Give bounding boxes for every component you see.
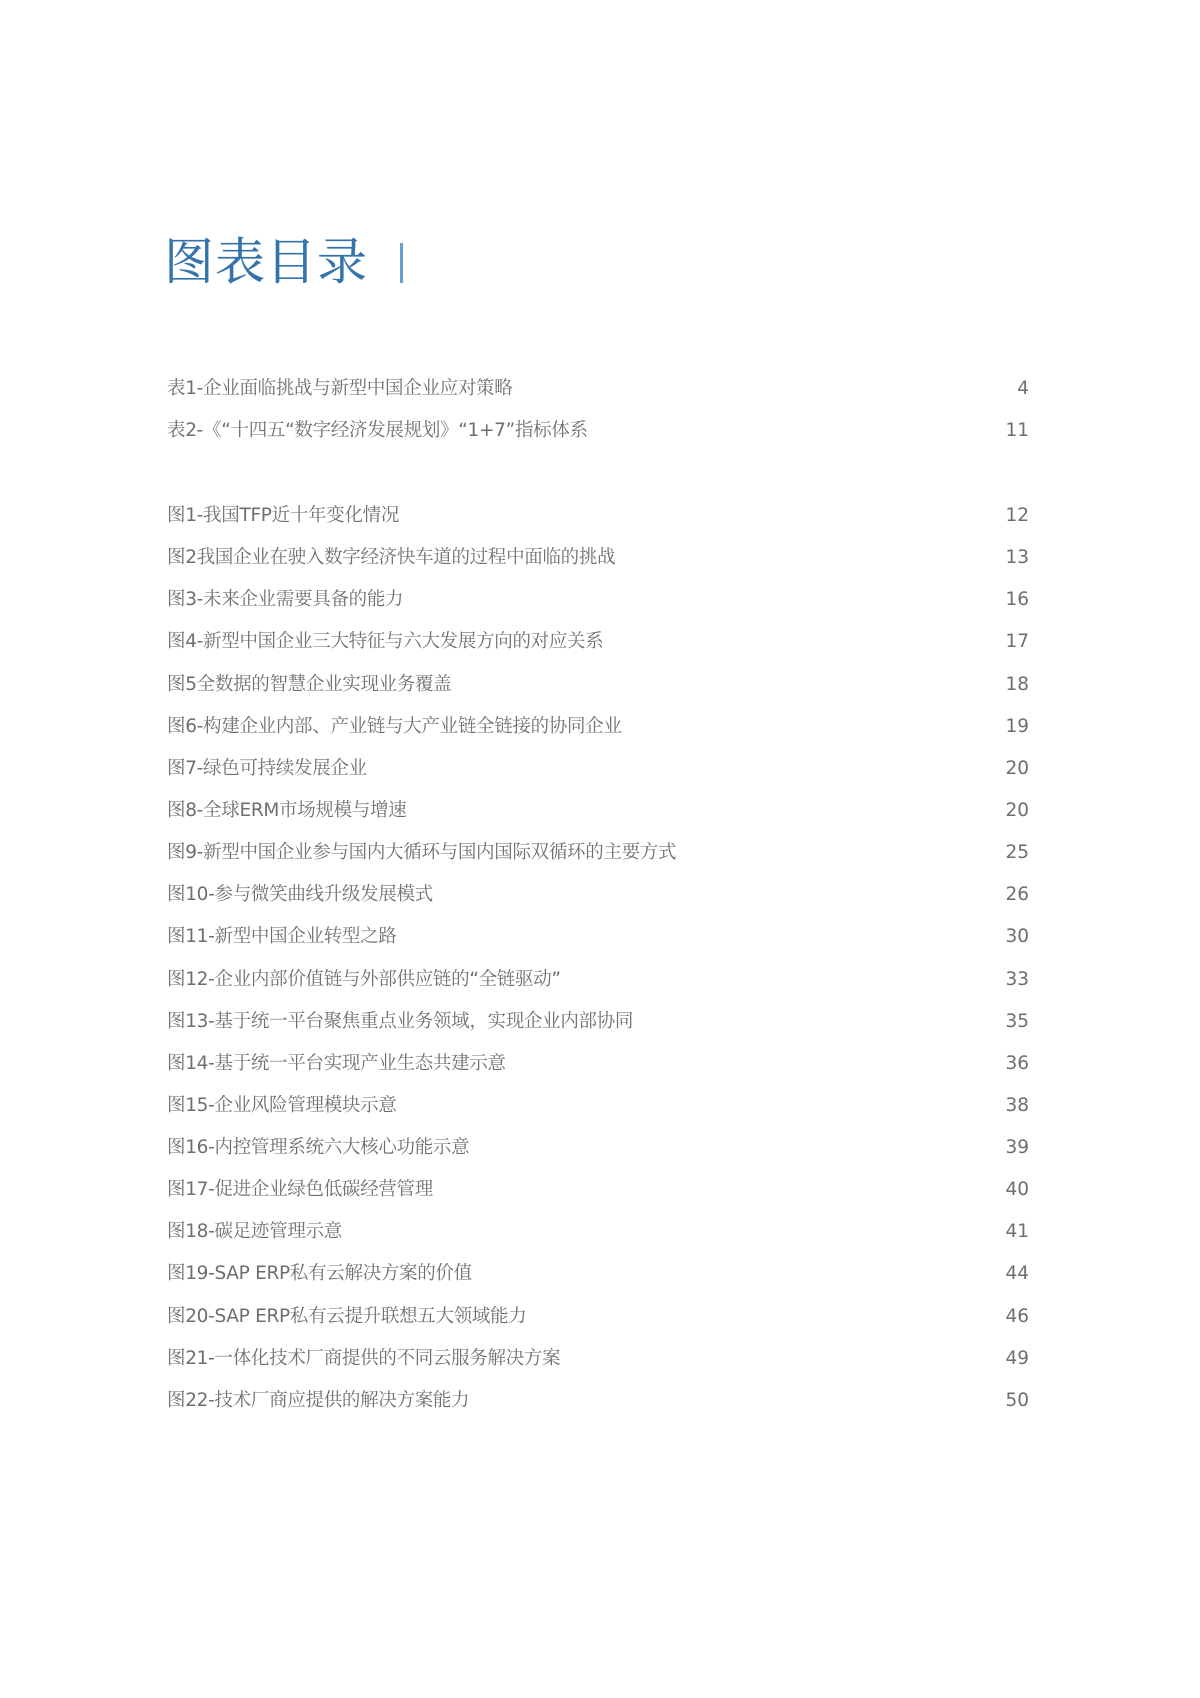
toc-entry-figure-20[interactable]: [167, 1304, 1029, 1330]
toc-entry-figure-1[interactable]: [167, 503, 1029, 529]
toc-entry-page-number: 44: [1005, 1263, 1029, 1284]
toc-entry-page-number: 25: [1005, 842, 1029, 863]
toc-entry-label: 图15-企业风险管理模块示意: [167, 1095, 397, 1116]
toc-entry-figure-3[interactable]: [167, 587, 1029, 613]
toc-entry-label: 图13-基于统一平台聚焦重点业务领域，实现企业内部协同: [167, 1011, 634, 1032]
toc-entry-label: 图4-新型中国企业三大特征与六大发展方向的对应关系: [167, 631, 604, 652]
toc-entry-label: 图20-SAP ERP私有云提升联想五大领域能力: [167, 1306, 527, 1327]
toc-entry-page-number: 4: [1017, 378, 1029, 399]
toc-entry-label: 图16-内控管理系统六大核心功能示意: [167, 1137, 470, 1158]
toc-entry-page-number: 35: [1005, 1011, 1029, 1032]
toc-entry-label: 图2我国企业在驶入数字经济快车道的过程中面临的挑战: [167, 547, 616, 568]
toc-entry-figure-17[interactable]: [167, 1177, 1029, 1203]
toc-entry-figure-19[interactable]: [167, 1261, 1029, 1287]
toc-entry-figure-2[interactable]: [167, 545, 1029, 571]
toc-entry-figure-9[interactable]: [167, 840, 1029, 866]
toc-entry-page-number: 33: [1005, 969, 1029, 990]
toc-entry-figure-11[interactable]: [167, 924, 1029, 950]
page-title: 图表目录: [164, 233, 368, 291]
toc-entry-page-number: 38: [1005, 1095, 1029, 1116]
toc-entry-table-2[interactable]: [167, 418, 1029, 444]
toc-entry-page-number: 40: [1005, 1179, 1029, 1200]
toc-entry-figure-10[interactable]: [167, 882, 1029, 908]
toc-entry-page-number: 16: [1005, 589, 1029, 610]
toc-entry-page-number: 11: [1005, 420, 1029, 441]
toc-entry-figure-18[interactable]: [167, 1219, 1029, 1245]
toc-entry-label: 图1-我国TFP近十年变化情况: [167, 505, 400, 526]
toc-entry-page-number: 20: [1005, 758, 1029, 779]
toc-entry-page-number: 26: [1005, 884, 1029, 905]
toc-entry-figure-7[interactable]: [167, 756, 1029, 782]
toc-entry-label: 图22-技术厂商应提供的解决方案能力: [167, 1390, 470, 1411]
page-title-container: [164, 230, 368, 294]
toc-entry-table-1[interactable]: [167, 376, 1029, 402]
toc-entry-label: 表2-《“十四五“数字经济发展规划》“1+7”指标体系: [167, 420, 588, 441]
toc-entry-label: 图12-企业内部价值链与外部供应链的“全链驱动”: [167, 969, 561, 990]
toc-entry-page-number: 39: [1005, 1137, 1029, 1158]
toc-entry-page-number: 50: [1005, 1390, 1029, 1411]
toc-entry-page-number: 13: [1005, 547, 1029, 568]
toc-entry-label: 图18-碳足迹管理示意: [167, 1221, 342, 1242]
toc-entry-figure-22[interactable]: [167, 1388, 1029, 1414]
toc-entry-label: 图11-新型中国企业转型之路: [167, 926, 397, 947]
toc-entry-figure-15[interactable]: [167, 1093, 1029, 1119]
toc-entry-figure-14[interactable]: [167, 1051, 1029, 1077]
toc-entry-page-number: 36: [1005, 1053, 1029, 1074]
toc-entry-label: 图6-构建企业内部、产业链与大产业链全链接的协同企业: [167, 716, 622, 737]
toc-entry-page-number: 41: [1005, 1221, 1029, 1242]
toc-entry-label: 图3-未来企业需要具备的能力: [167, 589, 404, 610]
toc-entry-label: 图9-新型中国企业参与国内大循环与国内国际双循环的主要方式: [167, 842, 677, 863]
toc-entry-label: 表1-企业面临挑战与新型中国企业应对策略: [167, 378, 513, 399]
toc-entry-page-number: 12: [1005, 505, 1029, 526]
toc-entry-figure-6[interactable]: [167, 714, 1029, 740]
toc-entry-page-number: 19: [1005, 716, 1029, 737]
toc-entry-label: 图5全数据的智慧企业实现业务覆盖: [167, 674, 452, 695]
toc-entry-page-number: 18: [1005, 674, 1029, 695]
toc-entry-label: 图10-参与微笑曲线升级发展模式: [167, 884, 433, 905]
toc-entry-label: 图8-全球ERM市场规模与增速: [167, 800, 407, 821]
toc-entry-label: 图14-基于统一平台实现产业生态共建示意: [167, 1053, 506, 1074]
toc-entry-page-number: 46: [1005, 1306, 1029, 1327]
toc-entry-label: 图7-绿色可持续发展企业: [167, 758, 367, 779]
toc-entry-label: 图21-一体化技术厂商提供的不同云服务解决方案: [167, 1348, 561, 1369]
toc-entry-figure-13[interactable]: [167, 1009, 1029, 1035]
toc-entry-label: 图19-SAP ERP私有云解决方案的价值: [167, 1263, 472, 1284]
toc-entry-page-number: 49: [1005, 1348, 1029, 1369]
toc-entry-page-number: 30: [1005, 926, 1029, 947]
toc-entry-page-number: 20: [1005, 800, 1029, 821]
toc-entry-label: 图17-促进企业绿色低碳经营管理: [167, 1179, 433, 1200]
toc-entry-figure-16[interactable]: [167, 1135, 1029, 1161]
toc-entry-figure-8[interactable]: [167, 798, 1029, 824]
toc-entry-figure-4[interactable]: [167, 629, 1029, 655]
toc-entry-figure-12[interactable]: [167, 967, 1029, 993]
toc-entry-figure-21[interactable]: [167, 1346, 1029, 1372]
title-divider-bar: [400, 243, 403, 283]
toc-entry-figure-5[interactable]: [167, 672, 1029, 698]
toc-entry-page-number: 17: [1005, 631, 1029, 652]
